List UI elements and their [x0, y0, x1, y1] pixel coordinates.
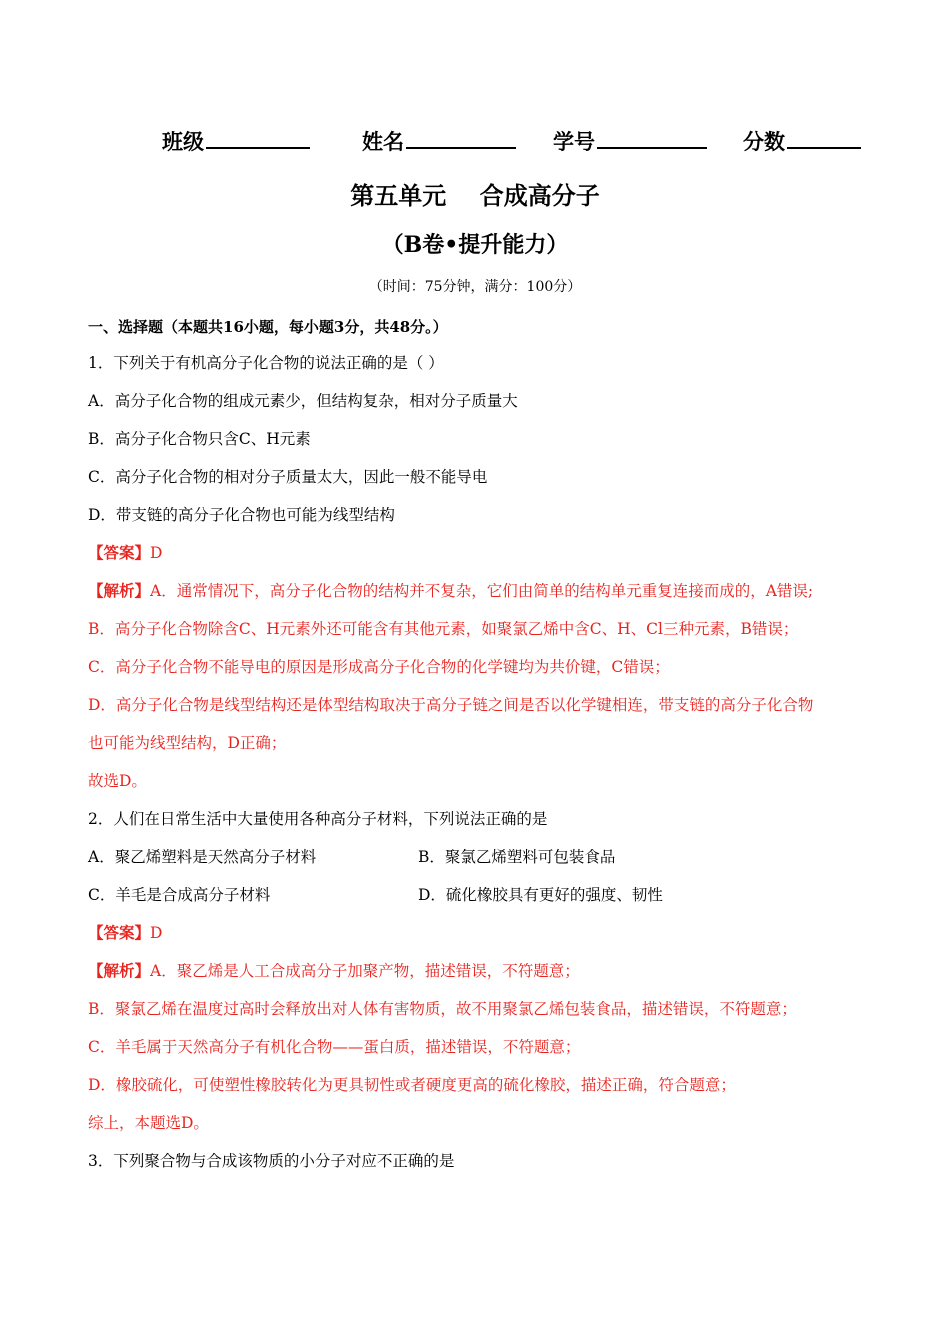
- question-2-answer: [88, 922, 162, 944]
- class-label: 班级: [162, 129, 204, 154]
- class-field: [162, 126, 310, 156]
- question-2-analysis-3: C．羊毛属于天然高分子有机化合物——蛋白质，描述错误，不符题意；: [88, 1038, 581, 1056]
- question-1-conclusion: 故选D。: [88, 772, 147, 790]
- question-1-analysis-3: C．高分子化合物不能导电的原因是形成高分子化合物的化学键均为共价键，C错误；: [88, 658, 670, 676]
- score-blank[interactable]: [787, 129, 861, 149]
- number-label: 学号: [553, 129, 595, 154]
- question-1-analysis-4: D．高分子化合物是线型结构还是体型结构取决于高分子链之间是否以化学键相连，带支链的高分子化合物: [88, 696, 814, 714]
- question-3-stem: 3．下列聚合物与合成该物质的小分子对应不正确的是: [88, 1152, 455, 1170]
- question-2-stem: 2．人们在日常生活中大量使用各种高分子材料，下列说法正确的是: [88, 810, 548, 828]
- analysis-text: A．通常情况下，高分子化合物的结构并不复杂，它们由简单的结构单元重复连接而成的，A错误;: [150, 582, 814, 600]
- question-2-option-d: D．硫化橡胶具有更好的强度、韧性: [418, 886, 663, 904]
- question-2-analysis-2: B．聚氯乙烯在温度过高时会释放出对人体有害物质，故不用聚氯乙烯包装食品，描述错误，不符题意；: [88, 1000, 797, 1018]
- question-1-option-c: C．高分子化合物的相对分子质量太大，因此一般不能导电: [88, 468, 488, 486]
- question-1-option-d: D．带支链的高分子化合物也可能为线型结构: [88, 506, 395, 524]
- page-title: 第五单元 合成高分子: [350, 181, 600, 210]
- question-1-analysis-5: 也可能为线型结构，D正确；: [88, 734, 287, 752]
- analysis-tag: 【解析】: [88, 961, 151, 980]
- question-1-option-a: A．高分子化合物的组成元素少，但结构复杂，相对分子质量大: [88, 392, 518, 410]
- answer-value: D: [150, 544, 163, 562]
- section-heading: 一、选择题（本题共16小题，每小题3分，共48分。）: [88, 318, 448, 336]
- question-1-option-b: B．高分子化合物只含C、H元素: [88, 430, 311, 448]
- name-field: [362, 126, 516, 156]
- question-1-analysis-2: B．高分子化合物除含C、H元素外还可能含有其他元素，如聚氯乙烯中含C、H、Cl三种元素，B错误；: [88, 620, 799, 638]
- question-1-stem: 1．下列关于有机高分子化合物的说法正确的是（ ）: [88, 354, 444, 372]
- question-2-analysis-1: [88, 960, 580, 982]
- question-2-analysis-4: D．橡胶硫化，可使塑性橡胶转化为更具韧性或者硬度更高的硫化橡胶，描述正确，符合题意；: [88, 1076, 736, 1094]
- question-2-conclusion: 综上，本题选D。: [88, 1114, 209, 1132]
- name-label: 姓名: [362, 129, 404, 154]
- class-blank[interactable]: [206, 129, 310, 149]
- question-2-option-b: B．聚氯乙烯塑料可包装食品: [418, 848, 616, 866]
- analysis-tag: 【解析】: [88, 581, 151, 600]
- question-1-analysis-1: [88, 580, 813, 602]
- question-1-answer: [88, 542, 162, 564]
- answer-tag: 【答案】: [88, 923, 151, 942]
- exam-meta: （时间：75分钟，满分：100分）: [368, 279, 582, 295]
- question-2-option-c: C．羊毛是合成高分子材料: [88, 886, 271, 904]
- score-field: [743, 126, 861, 156]
- question-2-option-a: A．聚乙烯塑料是天然高分子材料: [88, 848, 317, 866]
- score-label: 分数: [743, 129, 785, 154]
- answer-value: D: [150, 924, 163, 942]
- name-blank[interactable]: [406, 129, 516, 149]
- page-subtitle: （B卷•提升能力）: [381, 232, 569, 258]
- answer-tag: 【答案】: [88, 543, 151, 562]
- number-blank[interactable]: [597, 129, 707, 149]
- analysis-text: A．聚乙烯是人工合成高分子加聚产物，描述错误，不符题意；: [150, 962, 580, 980]
- number-field: [553, 126, 707, 156]
- student-info-row: [0, 126, 950, 160]
